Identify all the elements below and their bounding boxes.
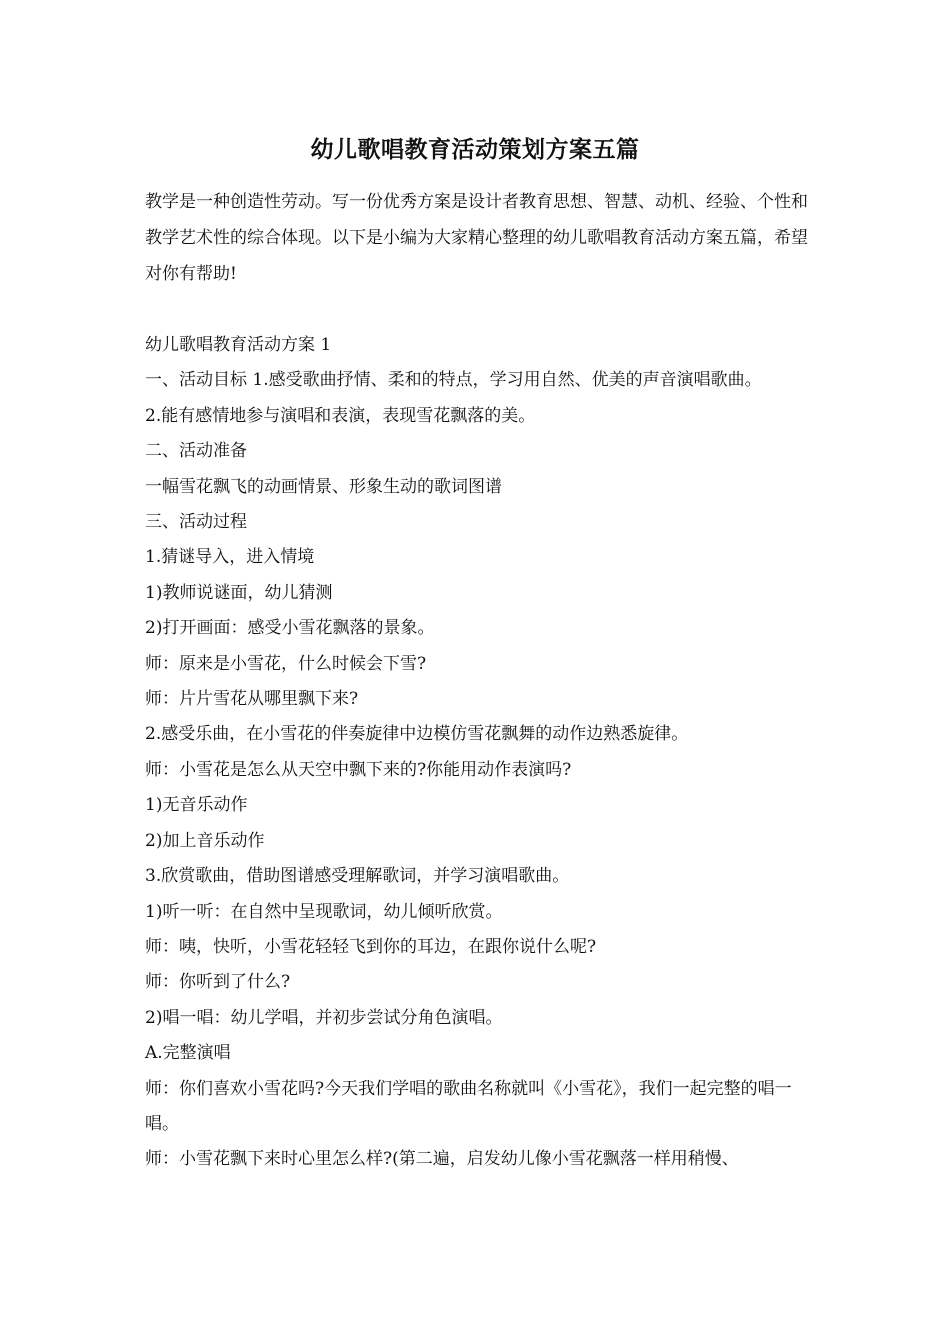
body-paragraph: A.完整演唱 [145, 1043, 231, 1064]
body-paragraph: 1)无音乐动作 [145, 795, 248, 816]
body-paragraph: 三、活动过程 [145, 512, 247, 533]
body-paragraph: 2)加上音乐动作 [145, 830, 265, 851]
document-body [145, 328, 827, 1178]
intro-paragraph [145, 184, 810, 292]
body-paragraph: 3.欣赏歌曲，借助图谱感受理解歌词，并学习演唱歌曲。 [145, 866, 570, 887]
body-paragraph: 一、活动目标 1.感受歌曲抒情、柔和的特点，学习用自然、优美的声音演唱歌曲。 [145, 370, 762, 391]
body-paragraph: 师：原来是小雪花，什么时候会下雪? [145, 653, 427, 674]
body-paragraph: 一幅雪花飘飞的动画情景、形象生动的歌词图谱 [145, 476, 502, 497]
body-paragraph: 师：小雪花是怎么从天空中飘下来的?你能用动作表演吗? [145, 759, 572, 780]
body-paragraph: 师：小雪花飘下来时心里怎么样?(第二遍，启发幼儿像小雪花飘落一样用稍慢、 [145, 1149, 739, 1170]
body-paragraph: 师：片片雪花从哪里飘下来? [145, 689, 359, 710]
body-paragraph: 2)唱一唱：幼儿学唱，并初步尝试分角色演唱。 [145, 1007, 503, 1028]
intro-text: 教学是一种创造性劳动。写一份优秀方案是设计者教育思想、智慧、动机、经验、个性和教学艺术性的综合体现。以下是小编为大家精心整理的幼儿歌唱教育活动方案五篇，希望对你有帮助! [145, 192, 808, 284]
body-paragraph: 二、活动准备 [145, 441, 247, 462]
section-heading: 幼儿歌唱教育活动方案 1 [145, 335, 332, 355]
body-paragraph: 师：咦，快听，小雪花轻轻飞到你的耳边，在跟你说什么呢? [145, 936, 597, 957]
body-paragraph: 2)打开画面：感受小雪花飘落的景象。 [145, 618, 435, 639]
body-paragraph: 1)听一听：在自然中呈现歌词，幼儿倾听欣赏。 [145, 901, 503, 922]
document-title: 幼儿歌唱教育活动策划方案五篇 [310, 136, 640, 163]
body-paragraph: 1.猜谜导入，进入情境 [145, 547, 315, 568]
body-paragraph: 2.感受乐曲，在小雪花的伴奏旋律中边模仿雪花飘舞的动作边熟悉旋律。 [145, 724, 689, 745]
body-paragraph: 1)教师说谜面，幼儿猜测 [145, 582, 333, 603]
body-paragraph: 2.能有感情地参与演唱和表演，表现雪花飘落的美。 [145, 405, 536, 426]
body-paragraph: 师：你听到了什么? [145, 972, 291, 993]
body-paragraph: 师：你们喜欢小雪花吗?今天我们学唱的歌曲名称就叫《小雪花》，我们一起完整的唱一唱。 [145, 1078, 792, 1134]
